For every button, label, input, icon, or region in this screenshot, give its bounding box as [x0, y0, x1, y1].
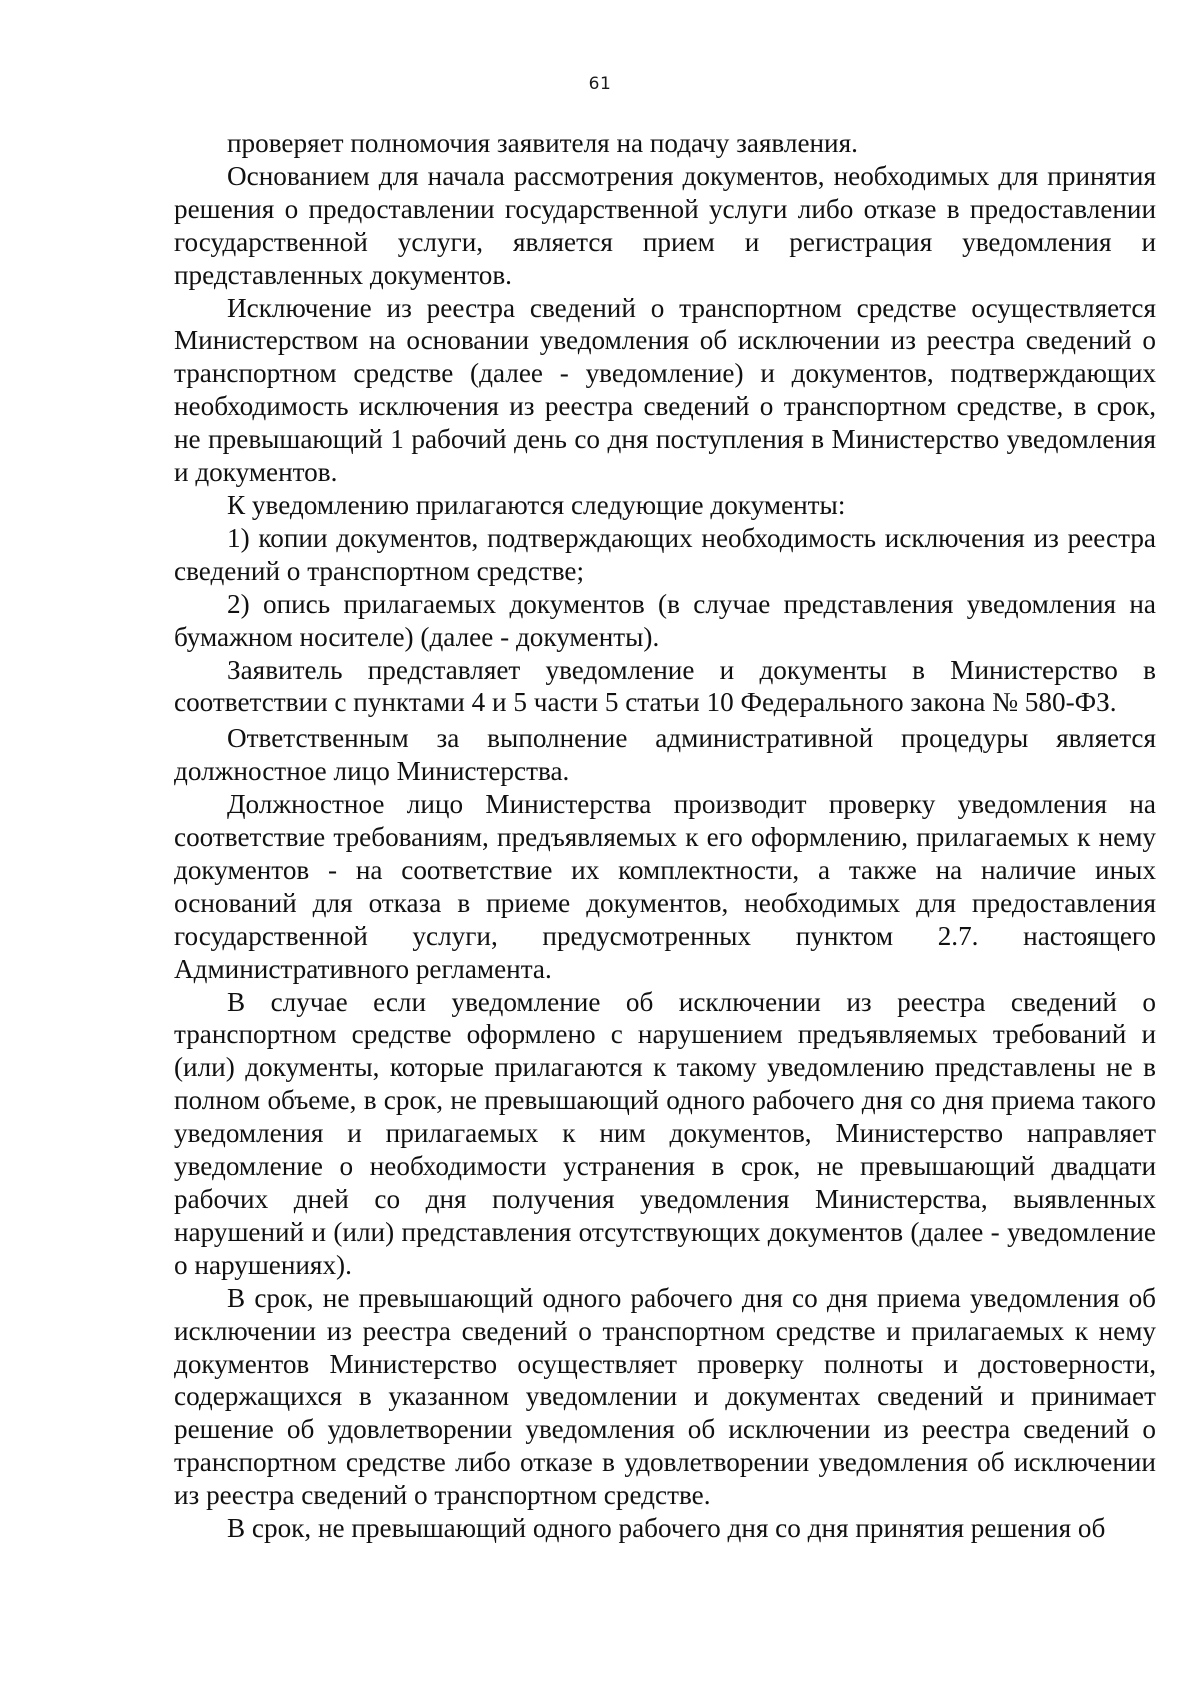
- page-number: 61: [588, 74, 612, 94]
- list-item-2: 2) опись прилагаемых документов (в случае представления уведомления на бумажном носителе) (далее - документы).: [174, 588, 1156, 652]
- document-body: [174, 127, 1156, 1545]
- paragraph-violations: В случае если уведомление об исключении из реестра сведений о транспортном средстве оформлено с нарушением предъявляемых требований и (или) документы, которые прилагаются к такому уведомлению представлены не в полном объеме, в срок, не превышающий одного рабочего дня со дня приема такого уведомления и прилагаемых к ним документов, Министерство направляет уведомление о необходимости устранения в срок, не превышающий двадцати рабочих дней со дня получения уведомления Министерства, выявленных нарушений и (или) представления отсутствующих документов (далее - уведомление о нарушениях).: [174, 986, 1156, 1280]
- paragraph-verification: В срок, не превышающий одного рабочего дня со дня приема уведомления об исключении из реестра сведений о транспортном средстве и прилагаемых к нему документов Министерство осуществляет проверку полноты и достоверности, содержащихся в указанном уведомлении и документах сведений и принимает решение об удовлетворении уведомления об исключении из реестра сведений о транспортном средстве либо отказе в удовлетворении уведомления об исключении из реестра сведений о транспортном средстве.: [174, 1282, 1156, 1511]
- paragraph-basis: Основанием для начала рассмотрения документов, необходимых для принятия решения о предоставлении государственной услуги либо отказе в предоставлении государственной услуги, является прием и регистрация уведомления и представленных документов.: [174, 160, 1156, 290]
- paragraph-applicant: Заявитель представляет уведомление и документы в Министерство в соответствии с пунктами 4 и 5 части 5 статьи 10 Федерального закона № 580-ФЗ.: [174, 654, 1156, 718]
- paragraph-continuation: проверяет полномочия заявителя на подачу заявления.: [227, 128, 858, 158]
- paragraph-exclusion: Исключение из реестра сведений о транспортном средстве осуществляется Министерством на основании уведомления об исключении из реестра сведений о транспортном средстве (далее - уведомление) и документов, подтверждающих необходимость исключения из реестра сведений о транспортном средстве, в срок, не превышающий 1 рабочий день со дня поступления в Министерство уведомления и документов.: [174, 292, 1156, 488]
- paragraph-official-check: Должностное лицо Министерства производит проверку уведомления на соответствие требованиям, предъявляемых к его оформлению, прилагаемых к нему документов - на соответствие их комплектности, а также на наличие иных оснований для отказа в приеме документов, необходимых для предоставления государственной услуги, предусмотренных пунктом 2.7. настоящего Административного регламента.: [174, 789, 1156, 984]
- paragraph-decision-start: В срок, не превышающий одного рабочего дня со дня принятия решения об: [227, 1513, 1106, 1544]
- list-item-1: 1) копии документов, подтверждающих необходимость исключения из реестра сведений о транспортном средстве;: [174, 522, 1156, 586]
- paragraph-responsible: Ответственным за выполнение административной процедуры является должностное лицо Министерства.: [174, 723, 1156, 787]
- paragraph-attachments-intro: К уведомлению прилагаются следующие документы:: [227, 489, 846, 520]
